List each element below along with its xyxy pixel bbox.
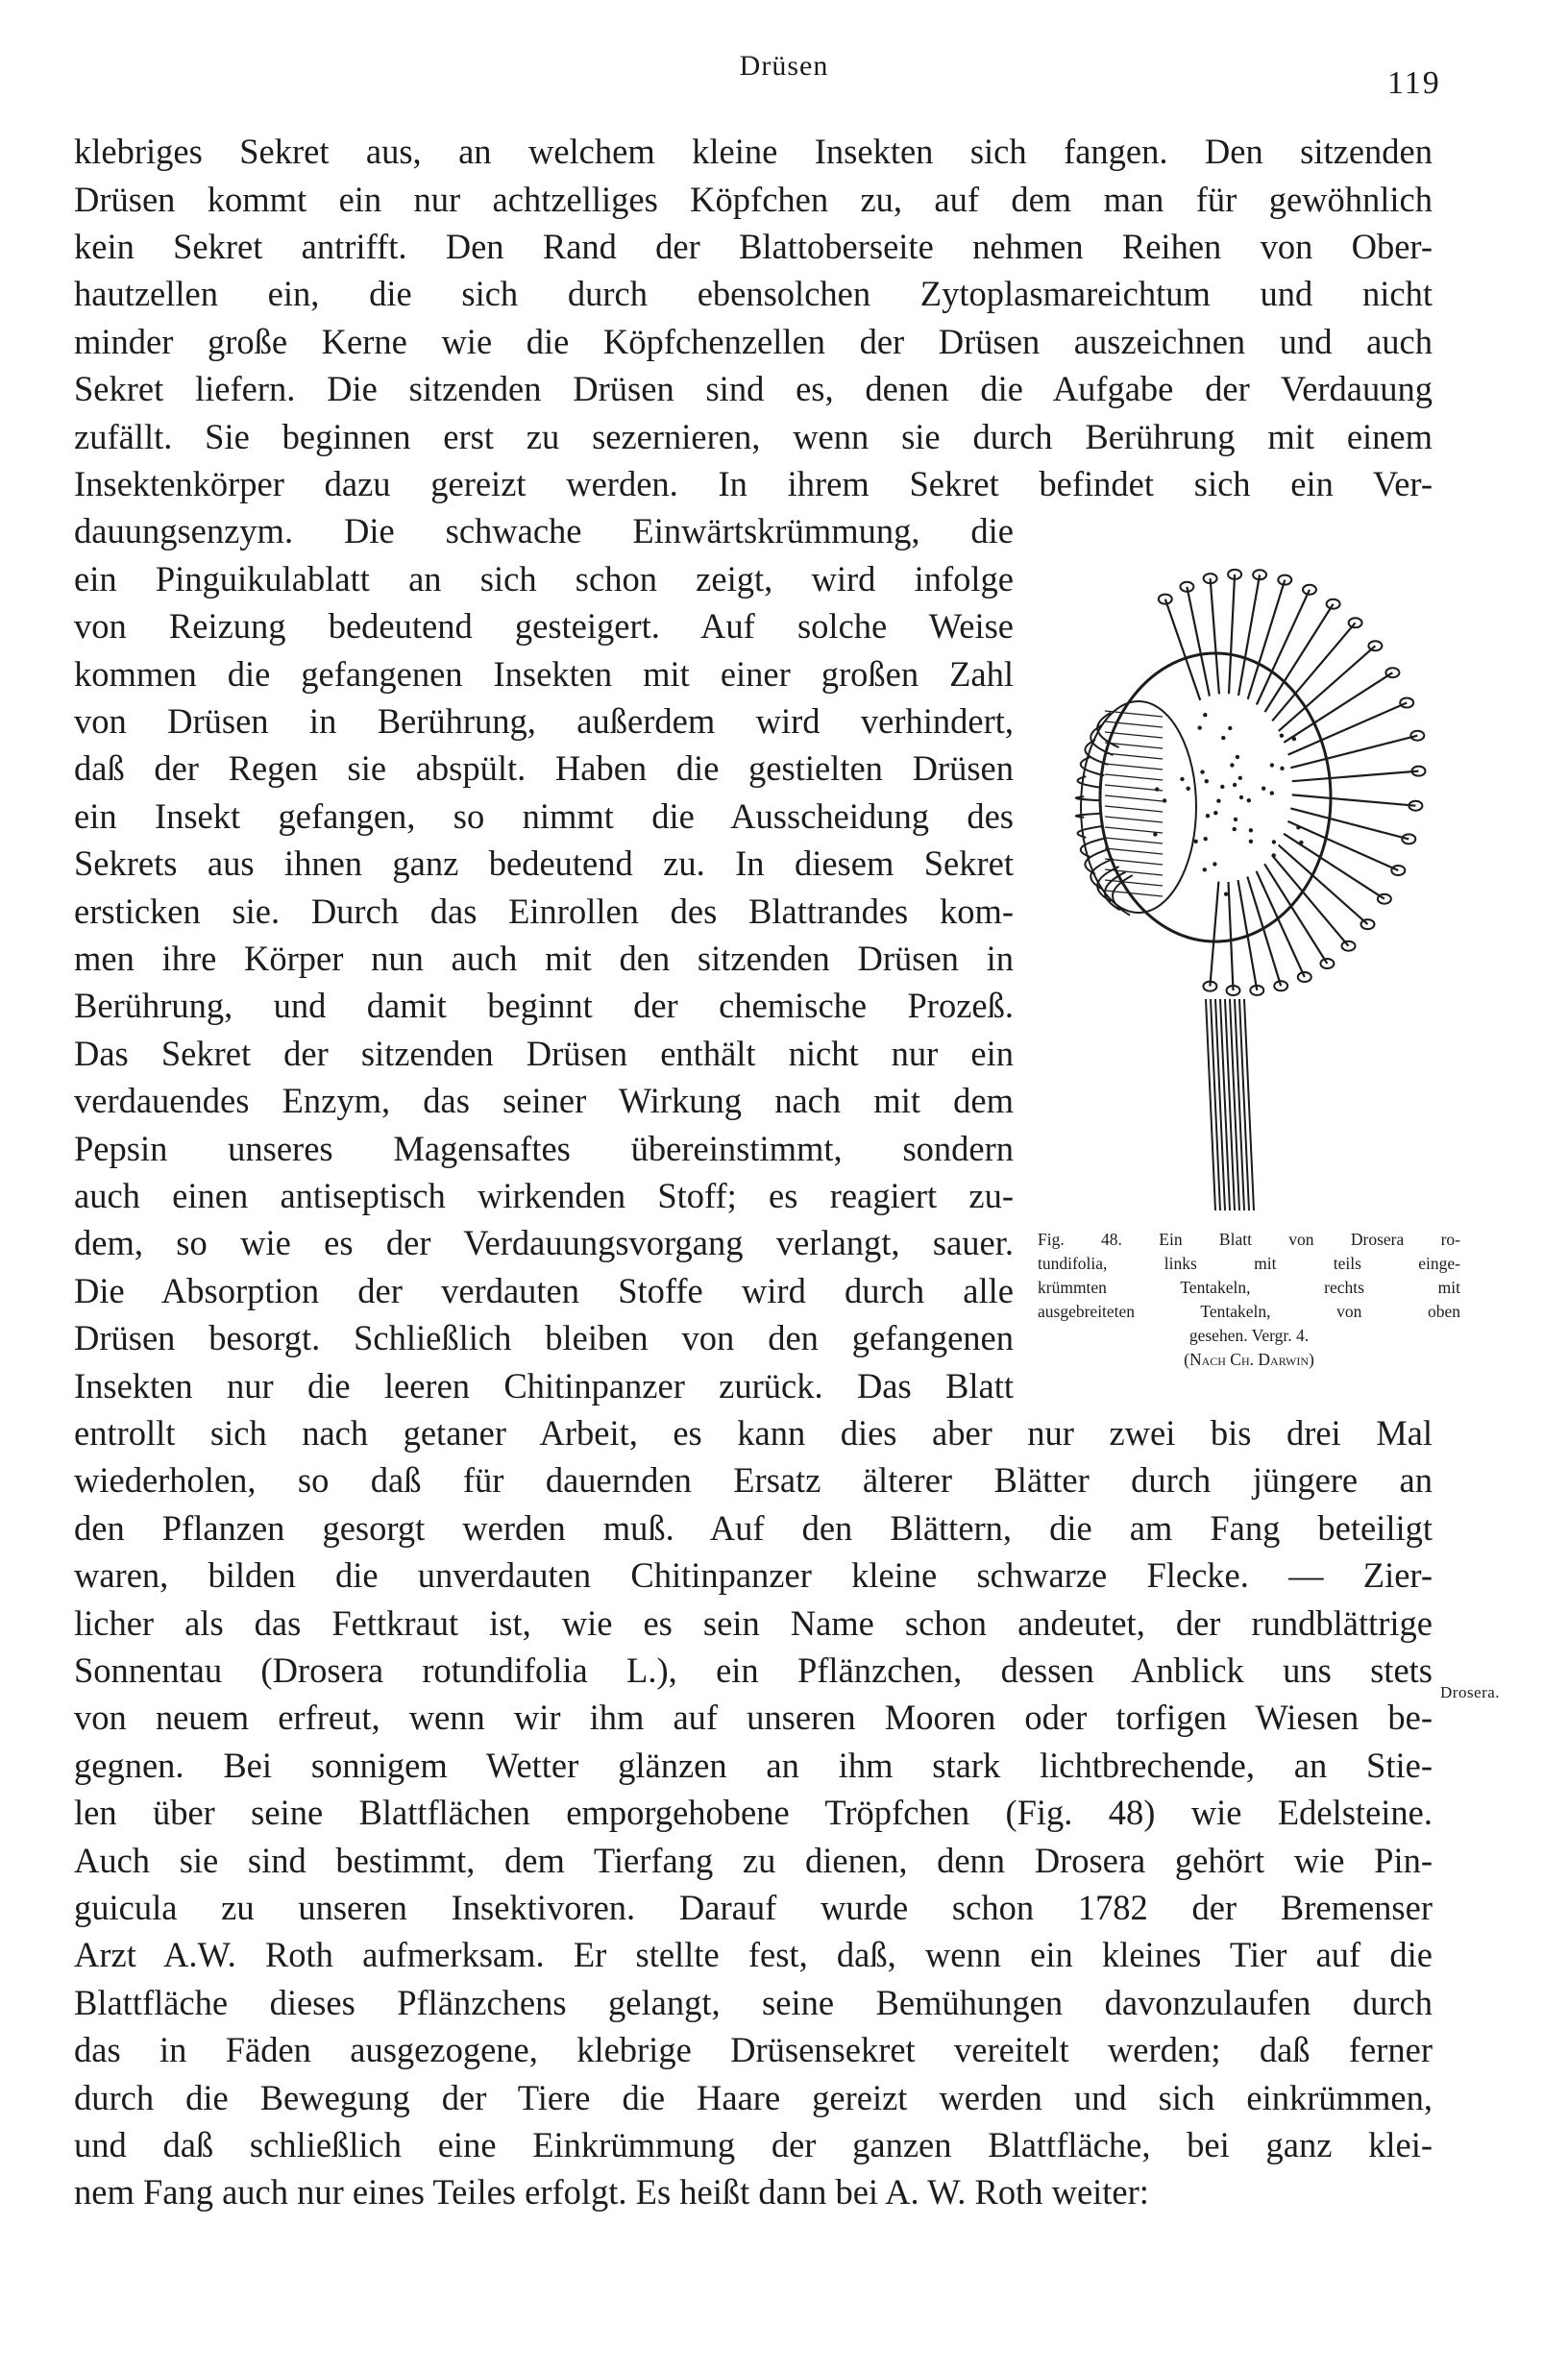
stalk-stroke	[1239, 999, 1249, 1210]
shading-stroke	[1105, 764, 1163, 770]
shading-stroke	[1105, 827, 1163, 833]
text-line: nem Fang auch nur eines Teiles erfolgt. Es heißt dann bei A. W. Roth weiter:	[74, 2172, 1149, 2212]
text-line: ersticken sie. Durch das Einrollen des Blattrandes kom-	[74, 892, 1014, 931]
sessile-gland	[1292, 737, 1296, 741]
incurved-tentacle	[1076, 814, 1100, 818]
sessile-gland	[1198, 725, 1202, 729]
text-line: klebriges Sekret aus, an welchem kleine Insekten sich fangen. Den sitzenden	[74, 132, 1433, 171]
sessile-gland	[1224, 892, 1228, 896]
text-line: Sekrets aus ihnen ganz bedeutend zu. In diesem Sekret	[74, 843, 1014, 883]
caption-line: tundifolia, links mit teils einge-	[1038, 1254, 1460, 1273]
text-line: kommen die gefangenen Insekten mit einer großen Zahl	[74, 654, 1014, 694]
gland-head	[1303, 585, 1316, 595]
text-line: Das Sekret der sitzenden Drüsen enthält nicht nur ein	[74, 1034, 1014, 1073]
text-line: Auch sie sind bestimmt, dem Tierfang zu dienen, denn Drosera gehört wie Pin-	[74, 1841, 1433, 1880]
stalk-stroke	[1244, 999, 1254, 1210]
gland-head	[1298, 972, 1311, 982]
spread-tentacle	[1284, 834, 1384, 899]
spread-tentacle	[1292, 794, 1416, 805]
text-line: len über seine Blattflächen emporgehobene Tröpfchen (Fig. 48) wie Edelsteine.	[74, 1793, 1433, 1832]
text-line: auch einen antiseptisch wirkenden Stoff; es reagiert zu-	[74, 1176, 1014, 1215]
spread-tentacle	[1238, 574, 1260, 696]
gland-head	[1402, 834, 1415, 843]
spread-tentacle	[1292, 771, 1419, 782]
shading-stroke	[1105, 753, 1163, 759]
stalk-stroke	[1225, 999, 1235, 1210]
text-line: verdauendes Enzym, das seiner Wirkung nach mit dem	[74, 1081, 1014, 1120]
sessile-gland	[1296, 825, 1300, 829]
sessile-gland	[1239, 795, 1243, 799]
drosera-leaf-illustration	[1038, 548, 1451, 1220]
spread-tentacle	[1165, 599, 1200, 700]
sessile-gland	[1238, 776, 1242, 780]
sessile-gland	[1270, 763, 1274, 767]
sessile-gland	[1280, 734, 1284, 738]
text-line: den Pflanzen gesorgt werden muß. Auf den Blättern, die am Fang beteiligt	[74, 1508, 1433, 1548]
sessile-gland	[1236, 755, 1239, 759]
text-line: ein Insekt gefangen, so nimmt die Ausscheidung des	[74, 796, 1014, 836]
sessile-gland	[1233, 827, 1237, 831]
sessile-gland	[1213, 811, 1217, 815]
sessile-gland	[1247, 798, 1251, 802]
text-line: Arzt A.W. Roth aufmerksam. Er stellte fest, daß, wenn ein kleines Tier auf die	[74, 1935, 1433, 1974]
text-line: Drüsen kommt ein nur achtzelliges Köpfchen zu, auf dem man für gewöhnlich	[74, 180, 1433, 219]
caption-line: krümmten Tentakeln, rechts mit	[1038, 1278, 1460, 1297]
text-line: licher als das Fettkraut ist, wie es sein Name schon andeutet, der rundblättrige	[74, 1603, 1433, 1643]
spread-tentacle	[1229, 882, 1234, 990]
gland-head	[1378, 894, 1391, 904]
spread-tentacle	[1279, 646, 1376, 731]
text-line: men ihre Körper nun auch mit den sitzenden Drüsen in	[74, 939, 1014, 978]
stalk-stroke	[1230, 999, 1239, 1210]
gland-head	[1385, 668, 1399, 677]
text-line: dem, so wie es der Verdauungsvorgang verlangt, sauer.	[74, 1223, 1014, 1262]
text-line: von neuem erfreut, wenn wir ihm auf unseren Mooren oder torfigen Wiesen be-	[74, 1698, 1433, 1737]
text-line: Pepsin unseres Magensaftes übereinstimmt, sondern	[74, 1129, 1014, 1168]
sessile-gland	[1163, 798, 1166, 802]
sessile-gland	[1203, 868, 1207, 871]
shading-stroke	[1105, 838, 1163, 843]
text-line: Sonnentau (Drosera rotundifolia L.), ein Pflänzchen, dessen Anblick uns stets	[74, 1650, 1433, 1690]
spread-tentacle	[1272, 623, 1355, 721]
shading-stroke	[1105, 848, 1163, 854]
text-line: waren, bilden die unverdauten Chitinpanzer kleine schwarze Flecke. — Zier-	[74, 1555, 1433, 1595]
shading-stroke	[1105, 806, 1163, 812]
sessile-gland	[1221, 736, 1225, 740]
sessile-gland	[1249, 840, 1253, 843]
stalk-stroke	[1211, 999, 1220, 1210]
text-line: Die Absorption der verdauten Stoffe wird durch alle	[74, 1271, 1014, 1310]
shading-stroke	[1105, 785, 1163, 791]
text-line: wiederholen, so daß für dauernden Ersatz älterer Blätter durch jüngere an	[74, 1460, 1433, 1500]
text-line: ein Pinguikulablatt an sich schon zeigt, wird infolge	[74, 559, 1014, 599]
text-line: das in Fäden ausgezogene, klebrige Drüsensekret vereitelt werden; daß ferner	[74, 2030, 1433, 2069]
text-line: guicula zu unseren Insektivoren. Darauf wurde schon 1782 der Bremenser	[74, 1888, 1433, 1927]
text-line: Berührung, und damit beginnt der chemische Prozeß.	[74, 986, 1014, 1025]
drosera-leaf-drawing	[1038, 548, 1451, 1220]
shading-stroke	[1105, 817, 1163, 822]
caption-line: (Nach Ch. Darwin)	[1184, 1350, 1314, 1369]
stalk-stroke	[1215, 999, 1225, 1210]
sessile-gland	[1230, 763, 1234, 767]
incurved-tentacle	[1076, 796, 1100, 800]
shading-stroke	[1105, 869, 1163, 875]
spread-tentacle	[1211, 578, 1219, 694]
sessile-gland	[1205, 779, 1209, 783]
text-line: dauungsenzym. Die schwache Einwärtskrümmung, die	[74, 511, 1014, 550]
text-line: Drüsen besorgt. Schließlich bleiben von den gefangenen	[74, 1318, 1014, 1357]
gland-head	[1159, 595, 1172, 604]
stalk-stroke	[1235, 999, 1244, 1210]
sessile-gland	[1200, 770, 1204, 773]
sessile-gland	[1272, 853, 1276, 857]
running-title: Drüsen	[739, 50, 829, 82]
text-line: und daß schließlich eine Einkrümmung der ganzen Blattfläche, bei ganz klei-	[74, 2125, 1433, 2164]
text-line: Insektenkörper dazu gereizt werden. In ihrem Sekret befindet sich ein Ver-	[74, 464, 1433, 503]
gland-head	[1410, 731, 1424, 741]
sessile-gland	[1299, 841, 1303, 844]
sessile-gland	[1203, 713, 1207, 717]
sessile-gland	[1180, 777, 1184, 781]
sessile-gland	[1187, 787, 1190, 791]
spread-tentacle	[1290, 736, 1417, 769]
shading-stroke	[1105, 795, 1163, 801]
text-line: Blattfläche dieses Pflänzchens gelangt, seine Bemühungen davonzulaufen durch	[74, 1983, 1433, 2022]
text-line: gegnen. Bei sonnigem Wetter glänzen an ihm stark lichtbrechende, an Stie-	[74, 1746, 1433, 1785]
text-line: kein Sekret antrifft. Den Rand der Blattoberseite nehmen Reihen von Ober-	[74, 227, 1433, 266]
sessile-gland	[1270, 791, 1274, 794]
margin-note: Drosera.	[1440, 1683, 1501, 1701]
shading-stroke	[1105, 732, 1163, 738]
page-number: 119	[1387, 65, 1441, 101]
spread-tentacle	[1210, 882, 1218, 987]
sessile-gland	[1233, 783, 1237, 787]
caption-line: ausgebreiteten Tentakeln, von oben	[1038, 1302, 1460, 1321]
sessile-gland	[1249, 828, 1253, 832]
sessile-gland	[1272, 840, 1276, 843]
figure-caption	[1038, 1228, 1460, 1372]
caption-line: Fig. 48. Ein Blatt von Drosera ro-	[1038, 1230, 1460, 1249]
spread-tentacle	[1279, 845, 1368, 925]
text-line: zufällt. Sie beginnen erst zu sezernieren, wenn sie durch Berührung mit einem	[74, 417, 1433, 456]
sessile-gland	[1194, 840, 1198, 843]
text-line: von Drüsen in Berührung, außerdem wird verhindert,	[74, 701, 1014, 741]
shading-stroke	[1105, 711, 1163, 717]
spread-tentacle	[1229, 574, 1235, 694]
spread-tentacle	[1187, 587, 1210, 697]
shading-stroke	[1105, 880, 1163, 886]
stalk-stroke	[1220, 999, 1230, 1210]
sessile-gland	[1262, 787, 1265, 791]
sessile-gland	[1228, 726, 1232, 730]
sessile-gland	[1216, 799, 1220, 803]
leaf-blade	[1100, 653, 1331, 941]
sessile-gland	[1280, 767, 1284, 770]
sessile-gland	[1213, 862, 1216, 866]
sessile-gland	[1234, 818, 1237, 821]
text-line: durch die Bewegung der Tiere die Haare gereizt werden und sich einkrümmen,	[74, 2078, 1433, 2117]
spread-tentacle	[1290, 808, 1409, 839]
spread-tentacle	[1257, 871, 1305, 977]
text-line: daß der Regen sie abspült. Haben die gestielten Drüsen	[74, 748, 1014, 788]
text-line: von Reizung bedeutend gesteigert. Auf solche Weise	[74, 606, 1014, 646]
gland-head	[1320, 959, 1334, 968]
text-line: Sekret liefern. Die sitzenden Drüsen sind es, denen die Aufgabe der Verdauung	[74, 369, 1433, 408]
caption-line: gesehen. Vergr. 4.	[1188, 1326, 1310, 1345]
sessile-gland	[1220, 785, 1224, 789]
shading-stroke	[1105, 774, 1163, 780]
text-line: entrollt sich nach getaner Arbeit, es kann dies aber nur zwei bis drei Mal	[74, 1413, 1433, 1453]
text-line: Insekten nur die leeren Chitinpanzer zurück. Das Blatt	[74, 1366, 1014, 1405]
gland-head	[1368, 641, 1382, 650]
spread-tentacle	[1265, 604, 1334, 712]
text-line: hautzellen ein, die sich durch ebensolchen Zytoplasmareichtum und nicht	[74, 274, 1433, 313]
gland-head	[1391, 866, 1405, 875]
stalk-stroke	[1206, 999, 1215, 1210]
text-line: minder große Kerne wie die Köpfchenzellen der Drüsen auszeichnen und auch	[74, 322, 1433, 361]
sessile-gland	[1206, 814, 1210, 818]
sessile-gland	[1204, 837, 1208, 841]
